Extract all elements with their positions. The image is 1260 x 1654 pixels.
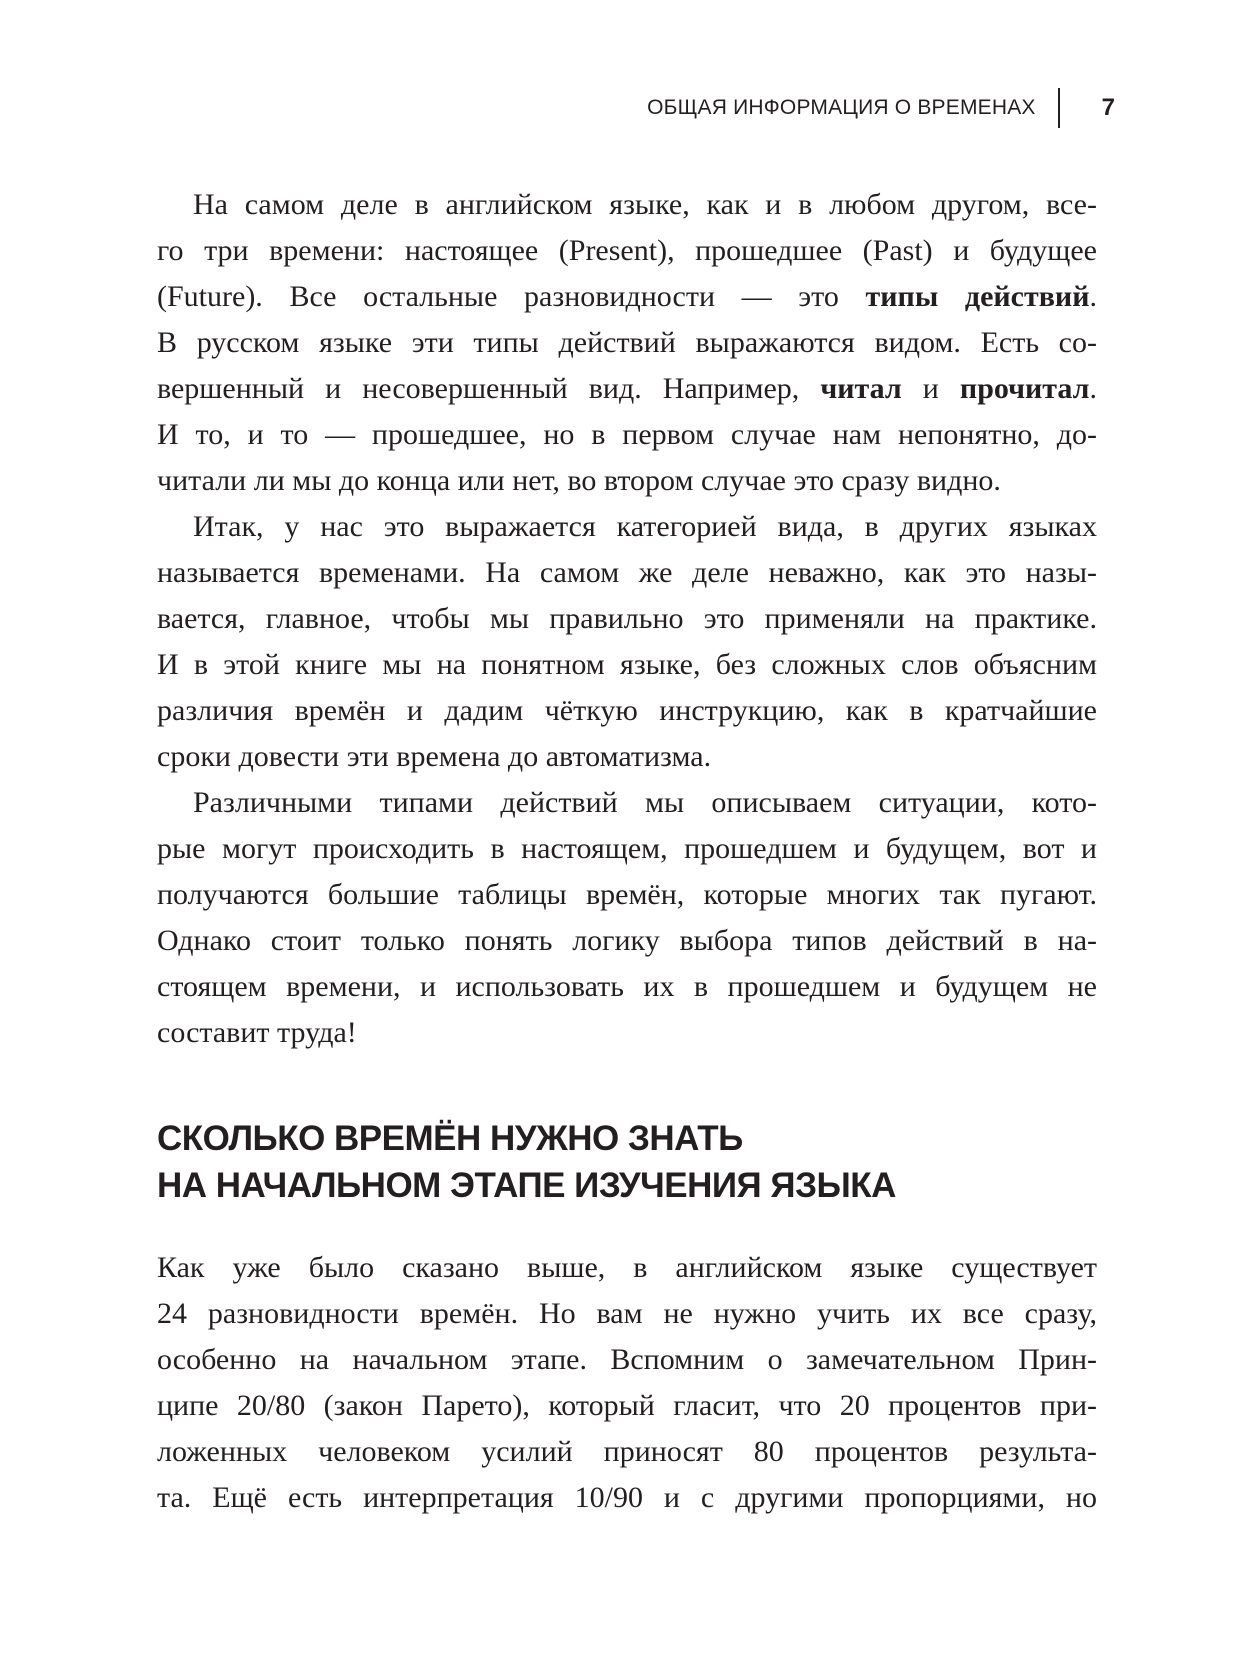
text-line: И в этой книге мы на понятном языке, без сложных слов объясним — [157, 648, 1097, 681]
section-heading — [157, 1115, 896, 1209]
text-line: ципе 20/80 (закон Парето), который гласит, что 20 процентов при- — [157, 1389, 1097, 1422]
text-line: 24 разновидности времён. Но вам не нужно учить их все сразу, — [157, 1297, 1097, 1330]
text-run: вершенный и несовершенный вид. Например, — [157, 372, 821, 405]
page-number: 7 — [1101, 94, 1115, 121]
header-divider — [1058, 88, 1060, 128]
emphasis-action-types: типы действий — [865, 280, 1090, 313]
text-run: . — [1089, 280, 1097, 313]
paragraph-4 — [157, 1245, 1097, 1521]
text-line: рые могут происходить в настоящем, прошедшем и будущем, вот и — [157, 832, 1097, 865]
text-line — [157, 366, 1097, 412]
text-run: . — [1089, 372, 1098, 405]
text-line: составит труда! — [157, 1016, 357, 1049]
section-heading-line: СКОЛЬКО ВРЕМЁН НУЖНО ЗНАТЬ — [157, 1119, 743, 1158]
text-run: (Future). Все остальные разновидности — это — [157, 280, 866, 313]
text-line: Однако стоит только понять логику выбора типов действий в на- — [157, 924, 1097, 957]
text-line: В русском языке эти типы действий выражаются видом. Есть со- — [157, 326, 1097, 359]
emphasis-read: читал — [820, 372, 902, 405]
text-line: различия времён и дадим чёткую инструкцию, как в кратчайшие — [157, 694, 1097, 727]
text-line: го три времени: настоящее (Present), прошедшее (Past) и будущее — [157, 234, 1097, 267]
text-line: ложенных человеком усилий приносят 80 процентов результа- — [157, 1435, 1097, 1468]
text-line: читали ли мы до конца или нет, во втором случае это сразу видно. — [157, 464, 1001, 497]
text-line: И то, и то — прошедшее, но в первом случае нам непонятно, до- — [157, 418, 1097, 451]
running-header-title: ОБЩАЯ ИНФОРМАЦИЯ О ВРЕМЕНАХ — [647, 96, 1036, 119]
paragraph-2 — [157, 504, 1097, 780]
text-line: Итак, у нас это выражается категорией вида, в других языках — [193, 510, 1097, 543]
text-line: называется временами. На самом же деле неважно, как это назы- — [157, 556, 1097, 589]
text-line: Как уже было сказано выше, в английском языке существует — [157, 1251, 1097, 1284]
text-run: и — [901, 372, 960, 405]
text-line: сроки довести эти времена до автоматизма. — [157, 740, 712, 773]
text-line: получаются большие таблицы времён, которые многих так пугают. — [157, 878, 1097, 911]
text-line: Различными типами действий мы описываем ситуации, кото- — [193, 786, 1097, 819]
text-line: стоящем времени, и использовать их в прошедшем и будущем не — [157, 970, 1097, 1003]
paragraph-3 — [157, 780, 1097, 1056]
text-line: вается, главное, чтобы мы правильно это применяли на практике. — [157, 602, 1097, 635]
intro-text — [157, 182, 1097, 1056]
section-text — [157, 1245, 1097, 1521]
emphasis-finished-reading: прочитал — [959, 372, 1090, 405]
text-line: особенно на начальном этапе. Вспомним о замечательном Прин- — [157, 1343, 1097, 1376]
running-header — [647, 88, 1115, 128]
text-line — [157, 274, 1097, 320]
text-line: та. Ещё есть интерпретация 10/90 и с другими пропорциями, но — [157, 1481, 1097, 1514]
text-line: На самом деле в английском языке, как и в любом другом, все- — [193, 188, 1097, 221]
paragraph-1 — [157, 182, 1097, 504]
section-heading-line: НА НАЧАЛЬНОМ ЭТАПЕ ИЗУЧЕНИЯ ЯЗЫКА — [157, 1166, 896, 1205]
